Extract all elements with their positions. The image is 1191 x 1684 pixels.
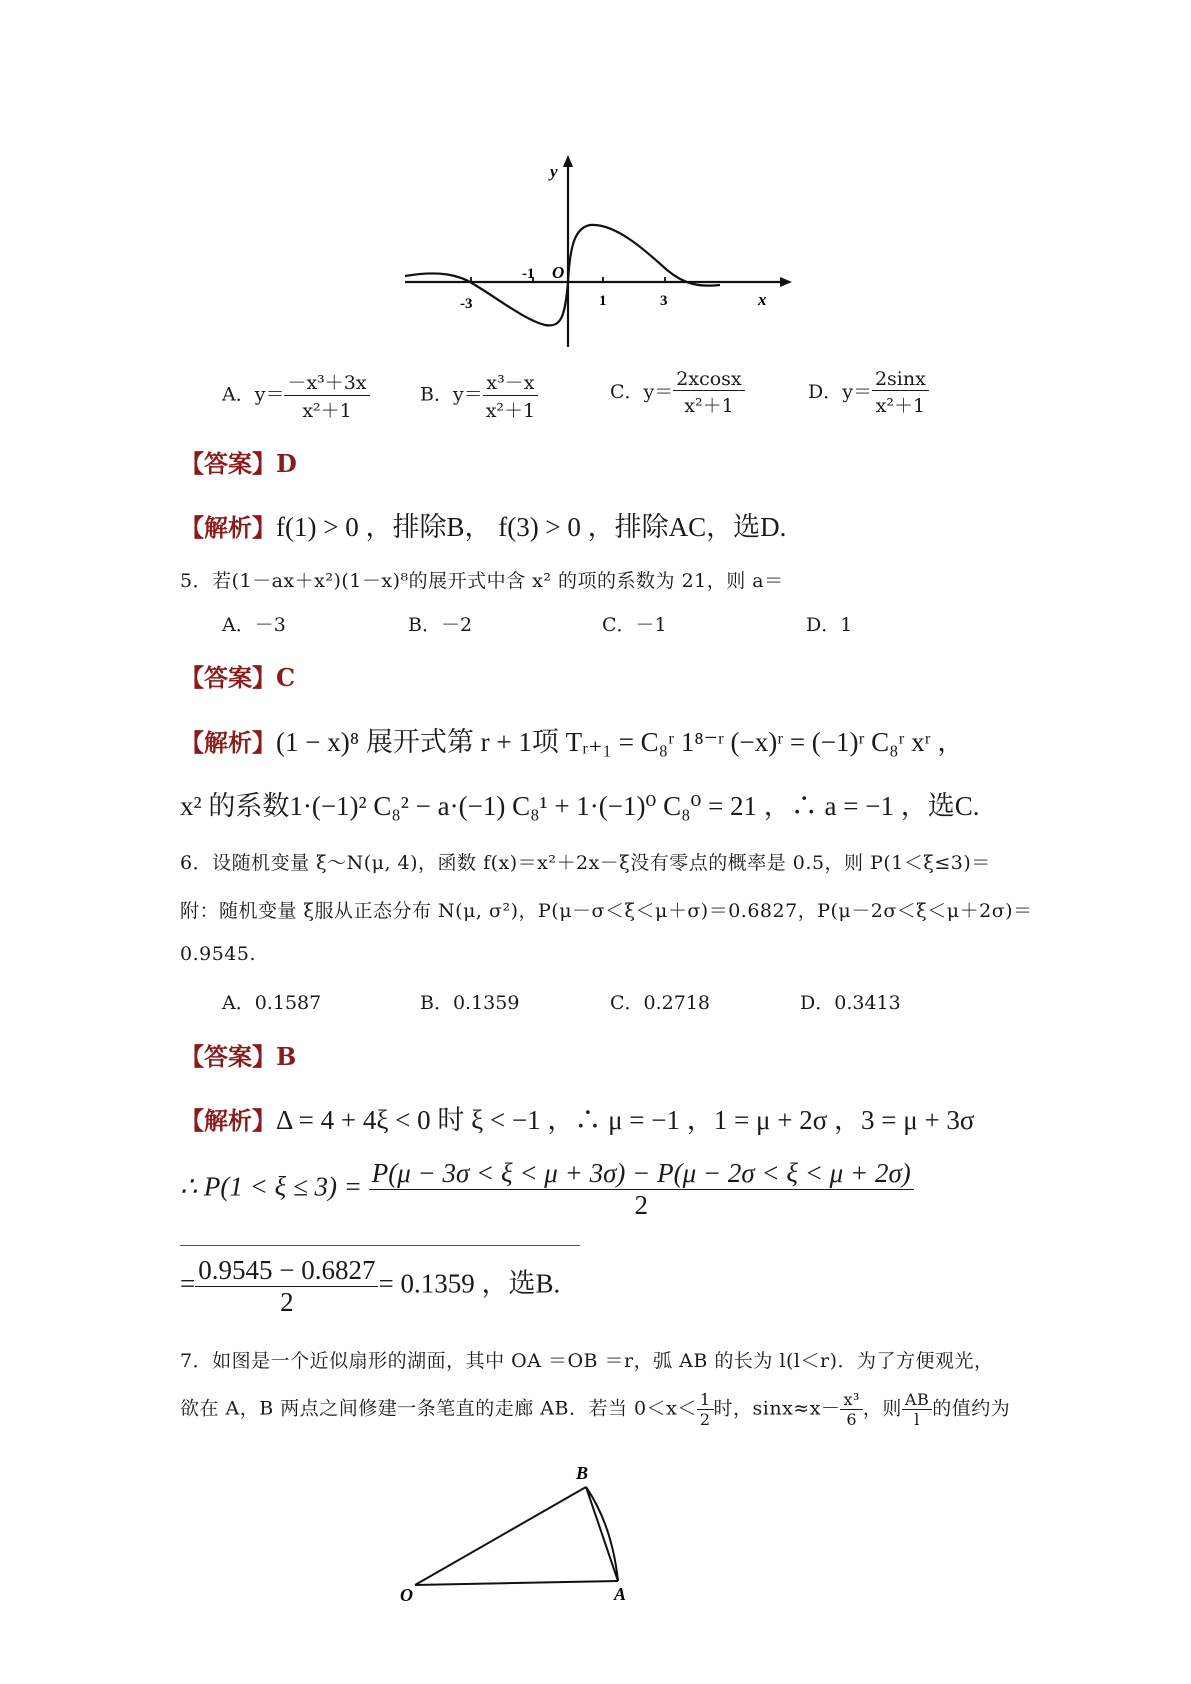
y-axis-arrow (563, 155, 573, 167)
q6-stem-line2: 附：随机变量 ξ服从正态分布 N(μ, σ²)，P(μ－σ＜ξ＜μ＋σ)＝0.6827，P(μ－2σ＜ξ＜μ＋2σ)＝ (180, 900, 1033, 922)
q4-answer: 【答案】D (180, 449, 297, 478)
q6-analysis-line3: = $\frac{0.9545 - 0.6827}{2}$ = 0.1359 ，选B. (180, 1255, 561, 1317)
x-axis-label: x (758, 290, 767, 309)
q5-stem: 5．若(1－ax＋x²)(1－x)⁸的展开式中含 x² 的项的系数为 21，则 a＝ (180, 570, 784, 592)
q7-stem-line2: 欲在 A，B 两点之间修建一条笔直的走廊 AB．若当 0＜x＜ $\frac{1}{2}$ 时，sinx≈x－ $\frac{\text{x³}}{6}$ ，则 $\frac{AB}{l}$ 的值约为 (180, 1390, 1011, 1429)
segment-ob (415, 1487, 586, 1585)
q4-analysis: 【解析】f(1) > 0 ，排除B， f(3) > 0 ，排除AC，选D. (180, 512, 787, 542)
label-b: B (576, 1463, 589, 1483)
q5-option-b: B．－2 (408, 614, 473, 636)
tick-label: 1 (599, 293, 607, 309)
segment-oa (415, 1581, 618, 1585)
q4-option-b: B．y＝ $\frac{\text{x³－x}}{\text{x²＋1}}$ (420, 368, 538, 423)
origin-label: O (552, 263, 565, 282)
segment-ab (586, 1487, 618, 1581)
tick-label: -1 (522, 266, 535, 282)
q6-stem-line3: 0.9545. (180, 943, 257, 965)
q6-analysis-line2: ∴ P(1 < ξ ≤ 3) = $\frac{P(\mu - 3\sigma < \xi < \mu + 3\sigma) - P(\mu - 2\sigma < \xi < \mu + 2\sigma)}{2}$ (180, 1158, 914, 1221)
q6-stem-line1: 6．设随机变量 ξ～N(μ, 4)，函数 f(x)＝x²＋2x－ξ没有零点的概率是 0.5，则 P(1＜ξ≤3)＝ (180, 852, 991, 874)
q5-option-c: C．－1 (602, 614, 667, 636)
sector-figure (390, 1455, 650, 1605)
tick-label: -3 (460, 296, 473, 312)
q4-option-c: C．y＝ $\frac{2xcosx}{\text{x²＋1}}$ (610, 368, 745, 418)
tick-label: 3 (660, 293, 668, 309)
x-axis-arrow (780, 277, 792, 287)
q5-option-a: A．－3 (222, 614, 286, 636)
q5-analysis-line1: 【解析】(1 − x)⁸ 展开式第 r + 1项 Tᵣ₊₁ = C₈ʳ 1⁸⁻ʳ (−x)ʳ = (−1)ʳ C₈ʳ xʳ ， (180, 727, 965, 757)
q6-analysis-line1: 【解析】Δ = 4 + 4ξ < 0 时 ξ < −1 ，∴ μ = −1 ，1 = μ + 2σ ，3 = μ + 3σ (180, 1105, 975, 1135)
q6-option-c: C．0.2718 (610, 992, 711, 1014)
q4-option-a: A．y＝ $\frac{\text{－x³＋3x}}{\text{x²＋1}}$ (222, 368, 370, 423)
q6-answer: 【答案】B (180, 1042, 297, 1071)
y-axis-label: y (550, 162, 558, 181)
label-a: A (614, 1584, 627, 1604)
label-o: O (400, 1585, 413, 1605)
q5-analysis-line2: x² 的系数1·(−1)² C₈² − a·(−1) C₈¹ + 1·(−1)⁰ C₈⁰ = 21 ，∴ a = −1 ，选C. (180, 791, 980, 821)
q5-option-d: D．1 (806, 614, 853, 636)
q6-option-d: D．0.3413 (800, 992, 901, 1014)
function-graph-figure (400, 155, 800, 355)
q6-option-a: A．0.1587 (222, 992, 322, 1014)
q4-option-d: D．y＝ $\frac{2\sin x}{\text{x²＋1}}$ (808, 368, 929, 418)
q7-stem-line1: 7．如图是一个近似扇形的湖面，其中 OA ＝OB ＝r，弧 AB 的长为 l(l＜r)．为了方便观光， (180, 1350, 994, 1372)
q6-option-b: B．0.1359 (420, 992, 520, 1014)
divider-line (180, 1245, 580, 1246)
q5-answer: 【答案】C (180, 663, 296, 692)
